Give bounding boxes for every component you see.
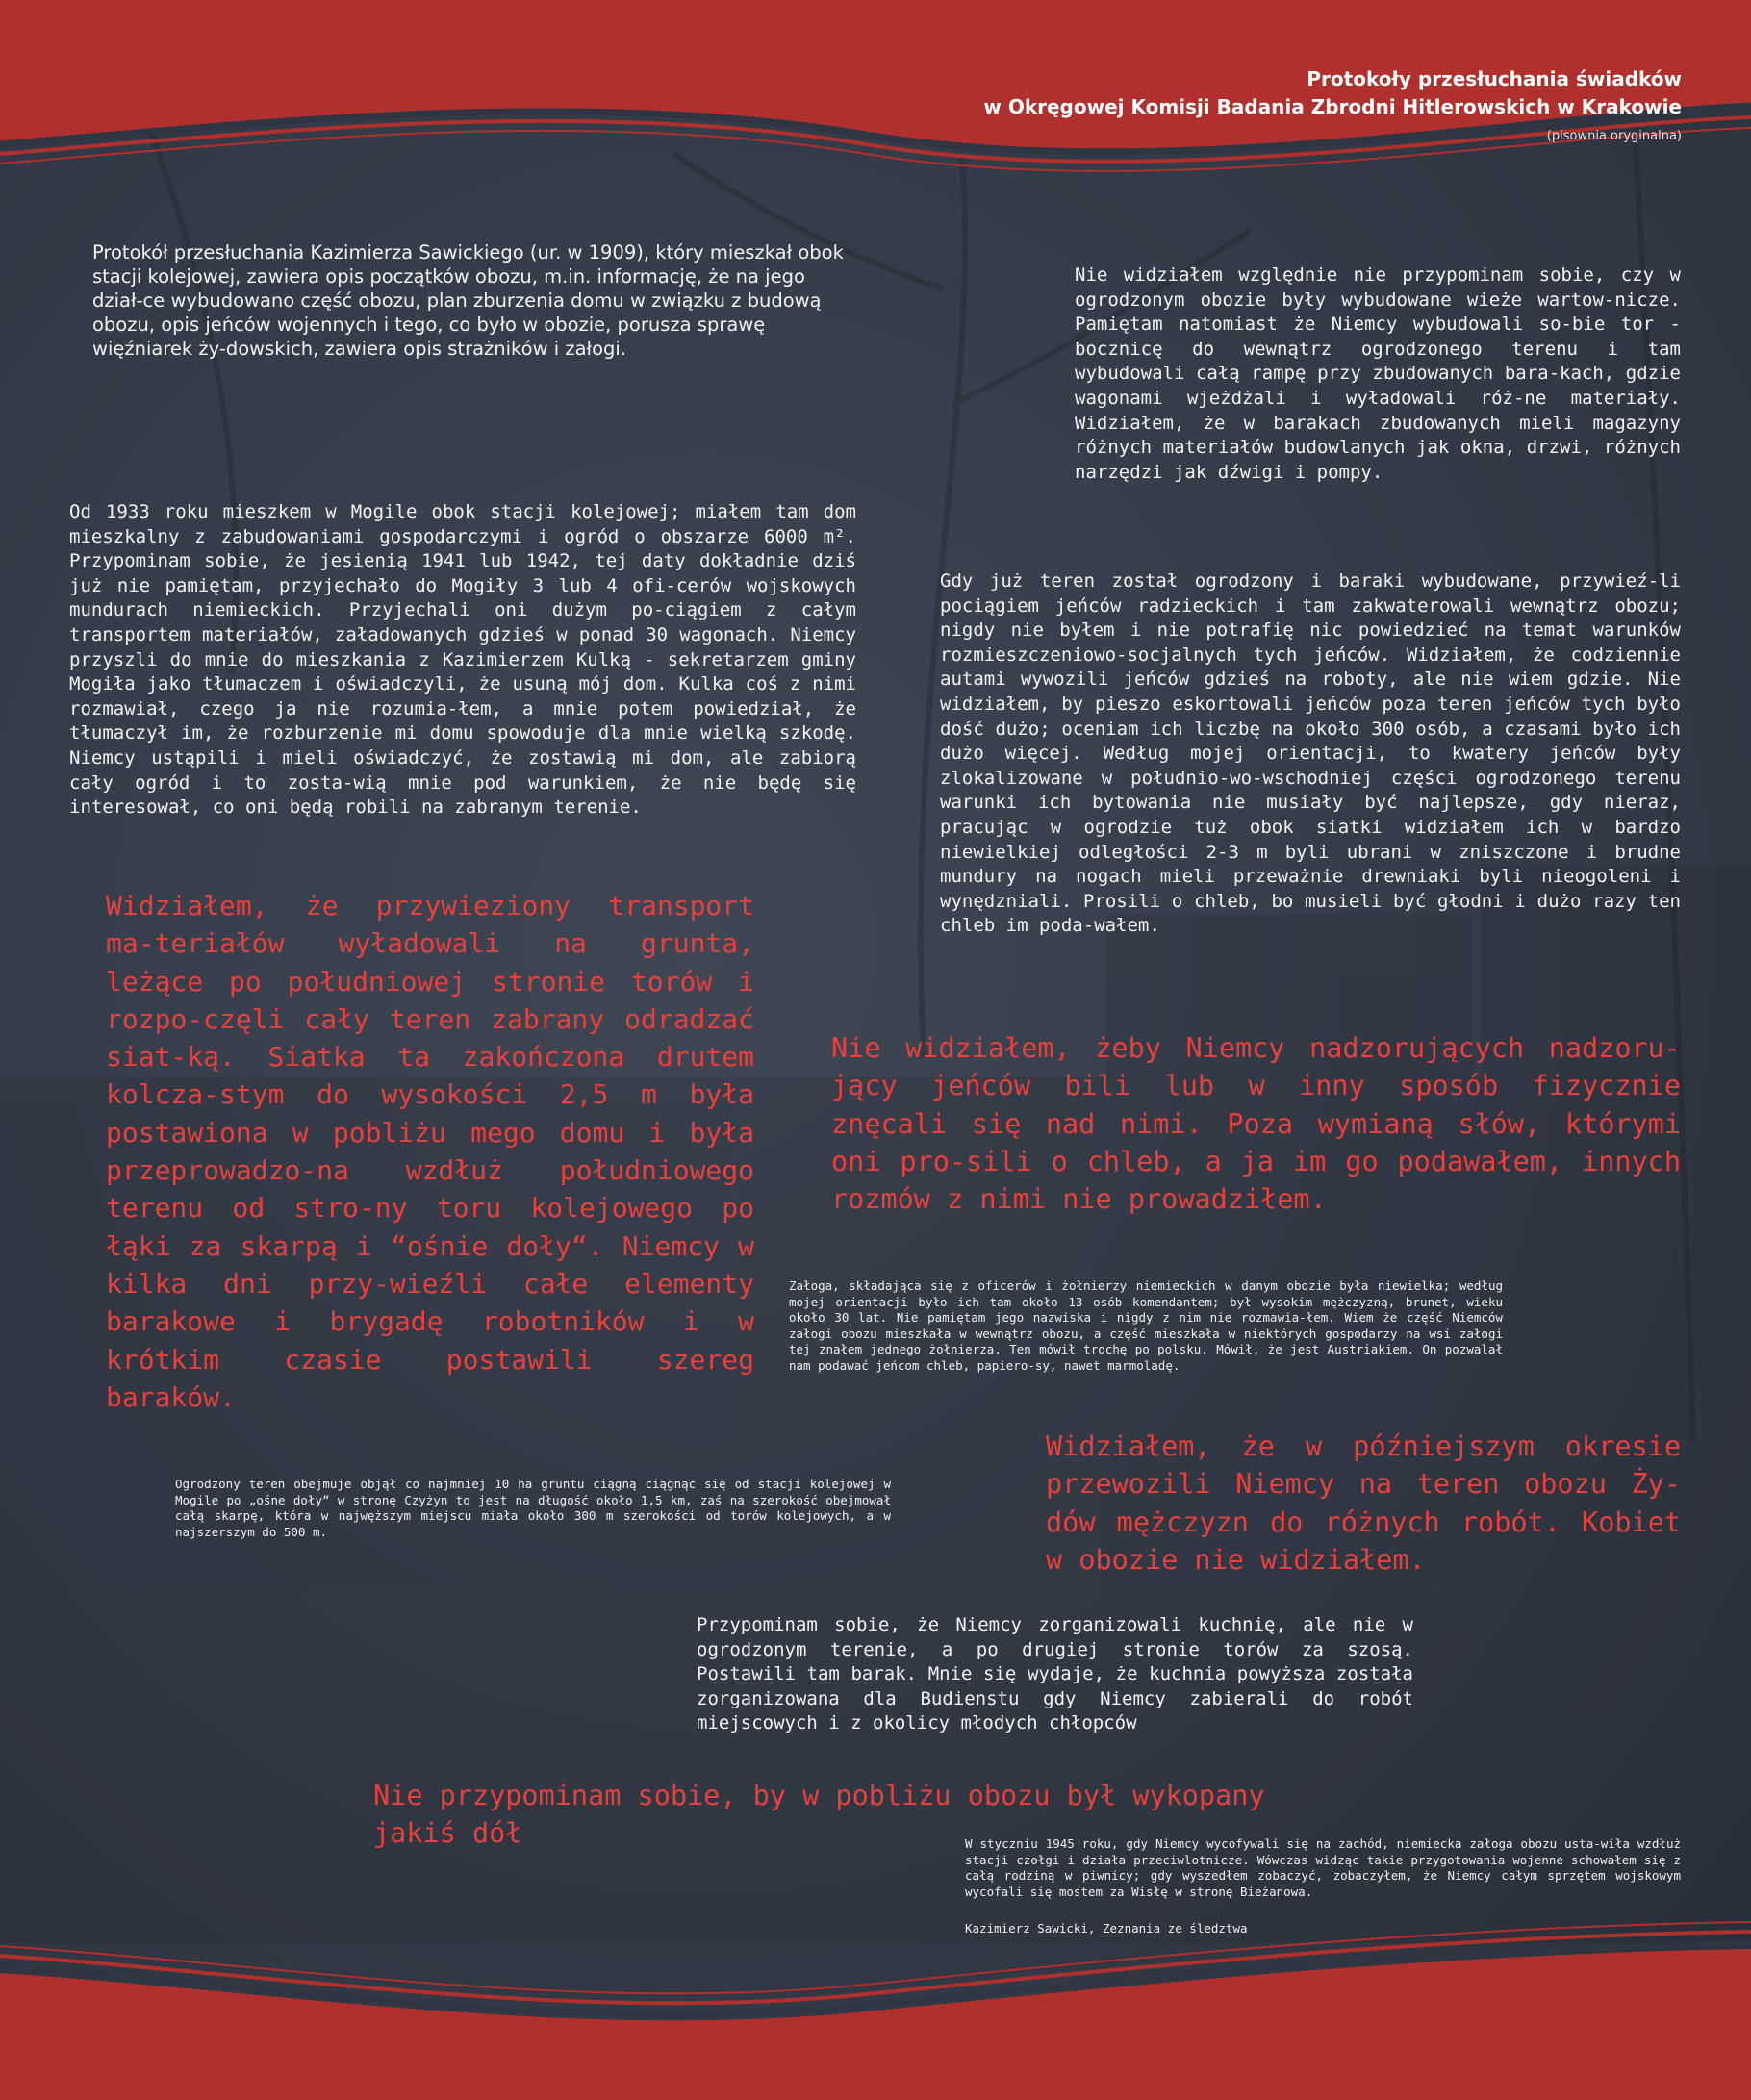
- header-title: [983, 65, 1682, 121]
- jews-quote: Widziałem, że w późniejszym okresie przewozili Niemcy na teren obozu Ży-dów mężczyzn do różnych robót. Kobiet w obozie nie widziałem.: [1046, 1430, 1681, 1576]
- kitchen-paragraph: Przypominam sobie, że Niemcy zorganizowali kuchnię, ale nie w ogrodzonym terenie, a po drugiej stronie torów za szosą. Postawili tam barak. Mnie się wydaje, że kuchnia powyższa została zorganizowana dla Budienstu gdy Niemcy zabierali do robót miejscowych i z okolicy młodych chłopców: [697, 1614, 1413, 1734]
- prisoners-paragraph: Gdy już teren został ogrodzony i baraki wybudowane, przywieź-li pociągiem jeńców radzieckich i tam zakwaterowali wewnątrz obozu; nigdy nie byłem i nie potrafię nic powiedzieć na temat warunków rozmieszczeniowo-socjalnych tych jeńców. Widziałem, że codziennie autami wywozili jeńców gdzieś na roboty, ale nie wiem gdzie. Nie widziałem, by pieszo eskortowali jeńców poza teren jeńców tych było dość dużo; oceniam ich liczbę na około 300 osób, a czasami było ich dużo więcej. Według mojej orientacji, to kwatery jeńców były zlokalizowane w południo-wo-wschodniej części ogrodzonego terenu warunki ich bytowania nie musiały być najlepsze, gdy nieraz, pracując w ogrodzie tuż obok siatki widziałem ich w bardzo niewielkiej odległości 2-3 m byli ubrani w zniszczone i brudne mundury na nogach mieli przeważnie drewniaki byli nieogoleni i wynędzniali. Prosili o chleb, bo musieli być głodni i dużo razy ten chleb im poda-wałem.: [940, 570, 1681, 937]
- pit-quote: Nie przypominam sobie, by w pobliżu obozu był wykopany jakiś dół: [373, 1780, 1265, 1850]
- spelling-note: (pisownia oryginalna): [1546, 129, 1682, 143]
- header-title-line1: Protokoły przesłuchania świadków: [1307, 67, 1682, 90]
- signature: Kazimierz Sawicki, Zeznania ze śledztwa: [965, 1921, 1248, 1936]
- crew-paragraph: Załoga, składająca się z oficerów i żołnierzy niemieckich w danym obozie była niewielka; według mojej orientacji było ich tam około 13 osób komendantem; był wysokim mężczyzną, brunet, wieku około 30 lat. Nie pamiętam jego nazwiska i nigdy z nim nie rozmawia-łem. Wiem że część Niemców załogi obozu mieszkała w wewnątrz obozu, a część mieszkała w niektórych gospodarzy na wsi załogi tej znałem jednego żołnierza. Ten mówił trochę po polsku. Mówił, że jest Austriakiem. On pozwalał nam podawać jeńcom chleb, papiero-sy, nawet marmoladę.: [789, 1278, 1503, 1373]
- intro-paragraph: Protokół przesłuchania Kazimierza Sawickiego (ur. w 1909), który mieszkał obok stacji kolejowej, zawiera opis początków obozu, m.in. informację, że na jego dział-ce wybudowano część obozu, plan zburzenia domu w związku z budową obozu, opis jeńców wojennych i tego, co było w obozie, porusza sprawę więźniarek ży-dowskich, zawiera opis strażników i załogi.: [92, 241, 844, 360]
- area-paragraph: Ogrodzony teren obejmuje objął co najmniej 10 ha gruntu ciągną ciągnąc się od stacji kolejowej w Mogile po „ośne doły” w stronę Czyżyn to jest na długość około 1,5 km, zaś na szerokość obejmował całą skarpę, która w najwęższym miejscu miała około 300 m szerokości od torów kolejowych, a w najszerszym do 500 m.: [175, 1477, 891, 1539]
- retreat-paragraph: W styczniu 1945 roku, gdy Niemcy wycofywali się na zachód, niemiecka załoga obozu usta-wiła wzdłuż stacji czołgi i działa przeciwlotnicze. Wówczas widząc takie przygotowania wojenne schowałem się z całą rodziną w piwnicy; gdy wyszedłem zobaczyć, zobaczyłem, że Niemcy całym sprzętem wojskowym wycofali się mostem za Wisłę w stronę Bieżanowa.: [965, 1836, 1681, 1899]
- watchtower-paragraph: Nie widziałem względnie nie przypominam sobie, czy w ogrodzonym obozie były wybudowane wieże wartow-nicze. Pamiętam natomiast że Niemcy wybudowali so-bie tor - bocznicę do wewnątrz ogrodzonego terenu i tam wybudowali całą rampę przy zbudowanych bara-kach, gdzie wagonami wjeżdżali i wyładowali róż-ne materiały. Widziałem, że w barakach zbudowanych mieli magazyny różnych materiałów budowlanych jak okna, drzwi, różnych narzędzi jak dźwigi i pompy.: [1075, 265, 1681, 483]
- header-title-line2: w Okręgowej Komisji Badania Zbrodni Hitlerowskich w Krakowie: [983, 95, 1682, 118]
- no-abuse-quote: Nie widziałem, żeby Niemcy nadzorujących nadzoru-jący jeńców bili lub w inny sposób fizycznie znęcali się nad nimi. Poza wymianą słów, którymi oni pro-sili o chleb, a ja im go podawałem, innych rozmów z nimi nie prowadziłem.: [831, 1032, 1681, 1216]
- fence-quote: Widziałem, że przywieziony transport ma-teriałów wyładowali na grunta, leżące po południowej stronie torów i rozpo-częli cały teren zabrany odradzać siat-ką. Siatka ta zakończona drutem kolcza-stym do wysokości 2,5 m była postawiona w pobliżu mego domu i była przeprowadzo-na wzdłuż południowego terenu od stro-ny toru kolejowego po łąki za skarpą i “ośnie doły“. Niemcy w kilka dni przy-wieźli całe elementy barakowe i brygadę robotników i w krótkim czasie postawili szereg baraków.: [106, 890, 754, 1413]
- house-paragraph: Od 1933 roku mieszkem w Mogile obok stacji kolejowej; miałem tam dom mieszkalny z zabudowaniami gospodarczymi i ogród o obszarze 6000 m². Przypominam sobie, że jesienią 1941 lub 1942, tej daty dokładnie dziś już nie pamiętam, przyjechało do Mogiły 3 lub 4 ofi-cerów wojskowych mundurach niemieckich. Przyjechali oni dużym po-ciągiem z całym transportem materiałów, załadowanych gdzieś w ponad 30 wagonach. Niemcy przyszli do mnie do mieszkania z Kazimierzem Kulką - sekretarzem gminy Mogiła jako tłumaczem i oświadczyli, że usuną mój dom. Kulka coś z nimi rozmawiał, czego ja nie rozumia-łem, a mnie potem powiedział, że tłumaczył im, że rozburzenie mi domu spowoduje dla mnie wielką szkodę. Niemcy ustąpili i mieli oświadczyć, że zostawią mi dom, ale zabiorą cały ogród i to zosta-wią mnie pod warunkiem, że nie będę się interesował, co oni będą robili na zabranym terenie.: [69, 501, 856, 819]
